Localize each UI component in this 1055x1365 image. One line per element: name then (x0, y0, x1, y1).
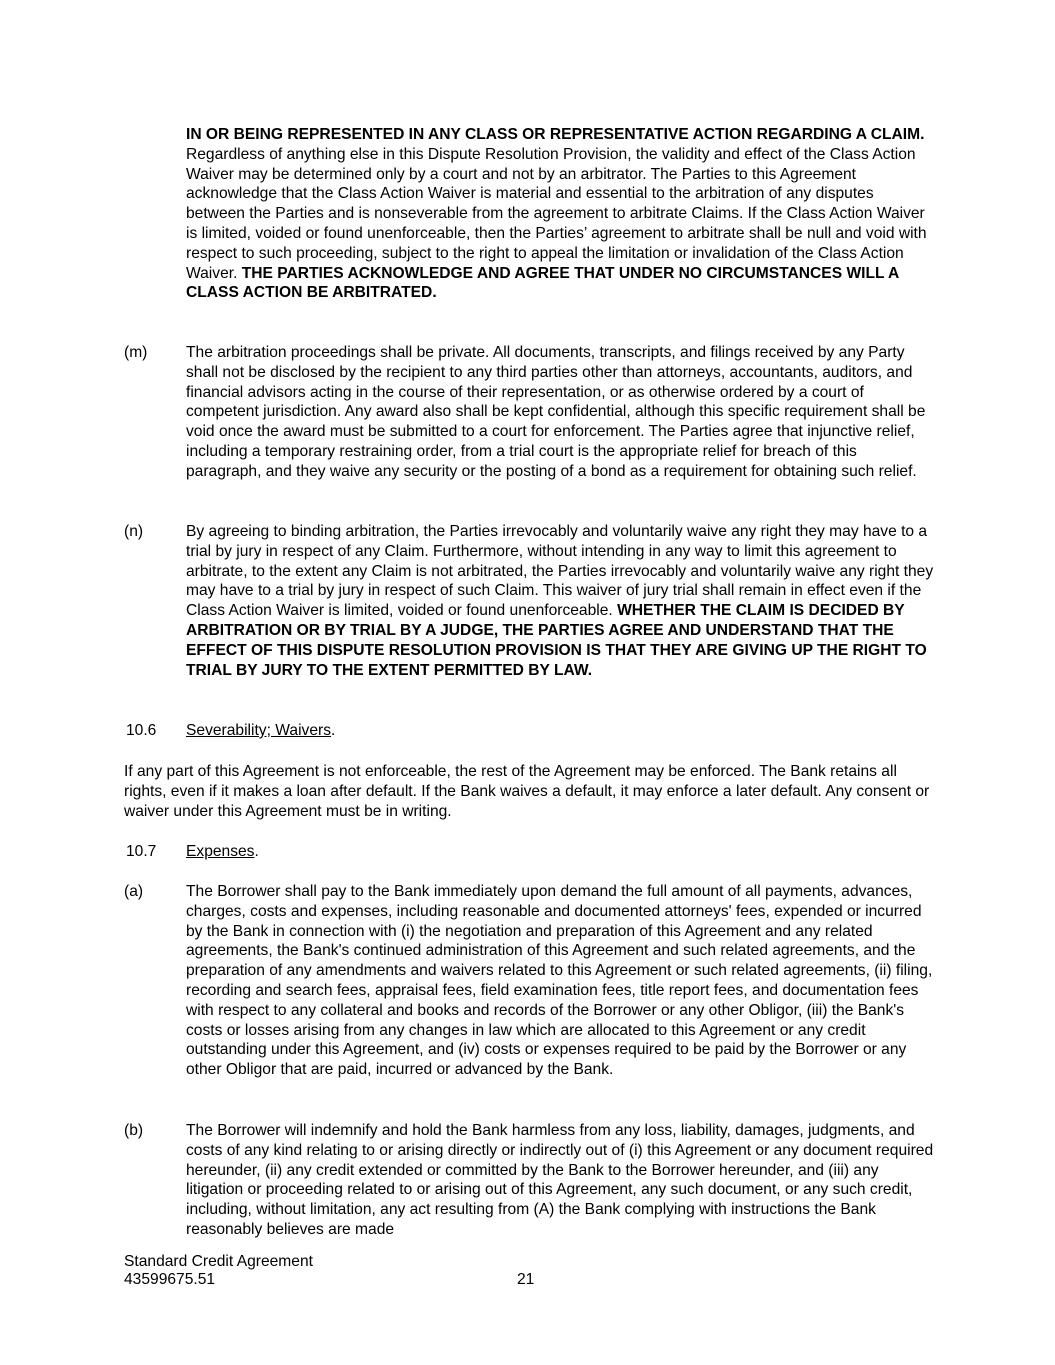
paragraph-a-label: (a) (124, 883, 144, 900)
section-10-7-title: Expenses (186, 843, 255, 860)
paragraph-n-label: (n) (124, 523, 144, 540)
footer-document-id: 43599675.51 (124, 1271, 216, 1288)
footer (124, 1253, 313, 1289)
section-10-6-title: Severability; Waivers (186, 722, 332, 739)
paragraph-l-continuation (186, 125, 934, 303)
class-waiver-bold-outro: THE PARTIES ACKNOWLEDGE AND AGREE THAT UNDER NO CIRCUMSTANCES WILL A CLASS ACTION BE ARBITRATED. (186, 264, 899, 302)
footer-document-title: Standard Credit Agreement (124, 1253, 313, 1270)
section-10-7-number: 10.7 (126, 843, 157, 860)
paragraph-b-label: (b) (124, 1122, 144, 1139)
paragraph-a-text: The Borrower shall pay to the Bank immediately upon demand the full amount of all payments, advances, charges, costs and expenses, including reasonable and documented attorneys' fees, expended or incurred by the Bank in connection with (i) the negotiation and preparation of this Agreement and any related agreements, the Bank's continued administration of this Agreement and such related agreements, and the preparation of any amendments and waivers related to this Agreement or such related agreements, (ii) filing, recording and search fees, appraisal fees, field examination fees, title report fees, and documentation fees with respect to any collateral and books and records of the Borrower or any other Obligor, (iii) the Bank's costs or losses arising from any changes in law which are allocated to this Agreement or any credit outstanding under this Agreement, and (iv) costs or expenses required to be paid by the Borrower or any other Obligor that are paid, incurred or advanced by the Bank. (186, 883, 933, 1079)
section-10-7-heading: Expenses. (186, 843, 259, 860)
section-10-6-body: If any part of this Agreement is not enforceable, the rest of the Agreement may be enforced. The Bank retains all rights, even if it makes a loan after default. If the Bank waives a default, it may enforce a later default. Any consent or waiver under this Agreement must be in writing. (124, 763, 930, 820)
paragraph-m-text: The arbitration proceedings shall be private. All documents, transcripts, and filings received by any Party shall not be disclosed by the recipient to any third parties other than attorneys, accountants, auditors, and financial advisors acting in the course of their representation, or as otherwise ordered by a court of competent jurisdiction. Any award also shall be kept confidential, although this specific requirement shall be void once the award must be submitted to a court for enforcement. The Parties agree that injunctive relief, including a temporary restraining order, from a trial court is the appropriate relief for breach of this paragraph, and they waive any security or the posting of a bond as a requirement for obtaining such relief. (186, 344, 926, 480)
paragraph-m-label: (m) (124, 344, 148, 361)
page-number: 21 (517, 1271, 535, 1288)
class-waiver-text: Regardless of anything else in this Dispute Resolution Provision, the validity and effect of the Class Action Waiver may be determined only by a court and not by an arbitrator. The Parties to this Agreement acknowledge that the Class Action Waiver is material and essential to the arbitration of any disputes between the Parties and is nonseverable from the agreement to arbitrate Claims. If the Class Action Waiver is limited, voided or found unenforceable, then the Parties’ agreement to arbitrate shall be null and void with respect to such proceeding, subject to the right to appeal the limitation or invalidation of the Class Action Waiver. (186, 145, 927, 282)
section-10-6-heading: Severability; Waivers. (186, 722, 336, 739)
paragraph-b-text: The Borrower will indemnify and hold the Bank harmless from any loss, liability, damages, judgments, and costs of any kind relating to or arising directly or indirectly out of (i) this Agreement or any document required hereunder, (ii) any credit extended or committed by the Bank to the Borrower hereunder, and (iii) any litigation or proceeding related to or arising out of this Agreement, any such document, or any such credit, including, without limitation, any act resulting from (A) the Bank complying with instructions the Bank reasonably believes are made (186, 1122, 934, 1238)
section-10-6-number: 10.6 (126, 722, 157, 739)
paragraph-n-bold: WHETHER THE CLAIM IS DECIDED BY ARBITRATION OR BY TRIAL BY A JUDGE, THE PARTIES AGREE AND UNDERSTAND THAT THE EFFECT OF THIS DISPUTE RESOLUTION PROVISION IS THAT THEY ARE GIVING UP THE RIGHT TO TRIAL BY JURY TO THE EXTENT PERMITTED BY LAW. (186, 602, 927, 679)
paragraph-n (186, 522, 934, 680)
paragraph-n-text: By agreeing to binding arbitration, the Parties irrevocably and voluntarily waive any right they may have to a trial by jury in respect of any Claim. Furthermore, without intending in any way to limit this agreement to arbitrate, to the extent any Claim is not arbitrated, the Parties irrevocably and voluntarily waive any right they may have to a trial by jury in respect of such Claim. This waiver of jury trial shall remain in effect even if the Class Action Waiver is limited, voided or found unenforceable. (186, 523, 934, 620)
class-waiver-bold-intro: IN OR BEING REPRESENTED IN ANY CLASS OR REPRESENTATIVE ACTION REGARDING A CLAIM. (186, 126, 925, 143)
